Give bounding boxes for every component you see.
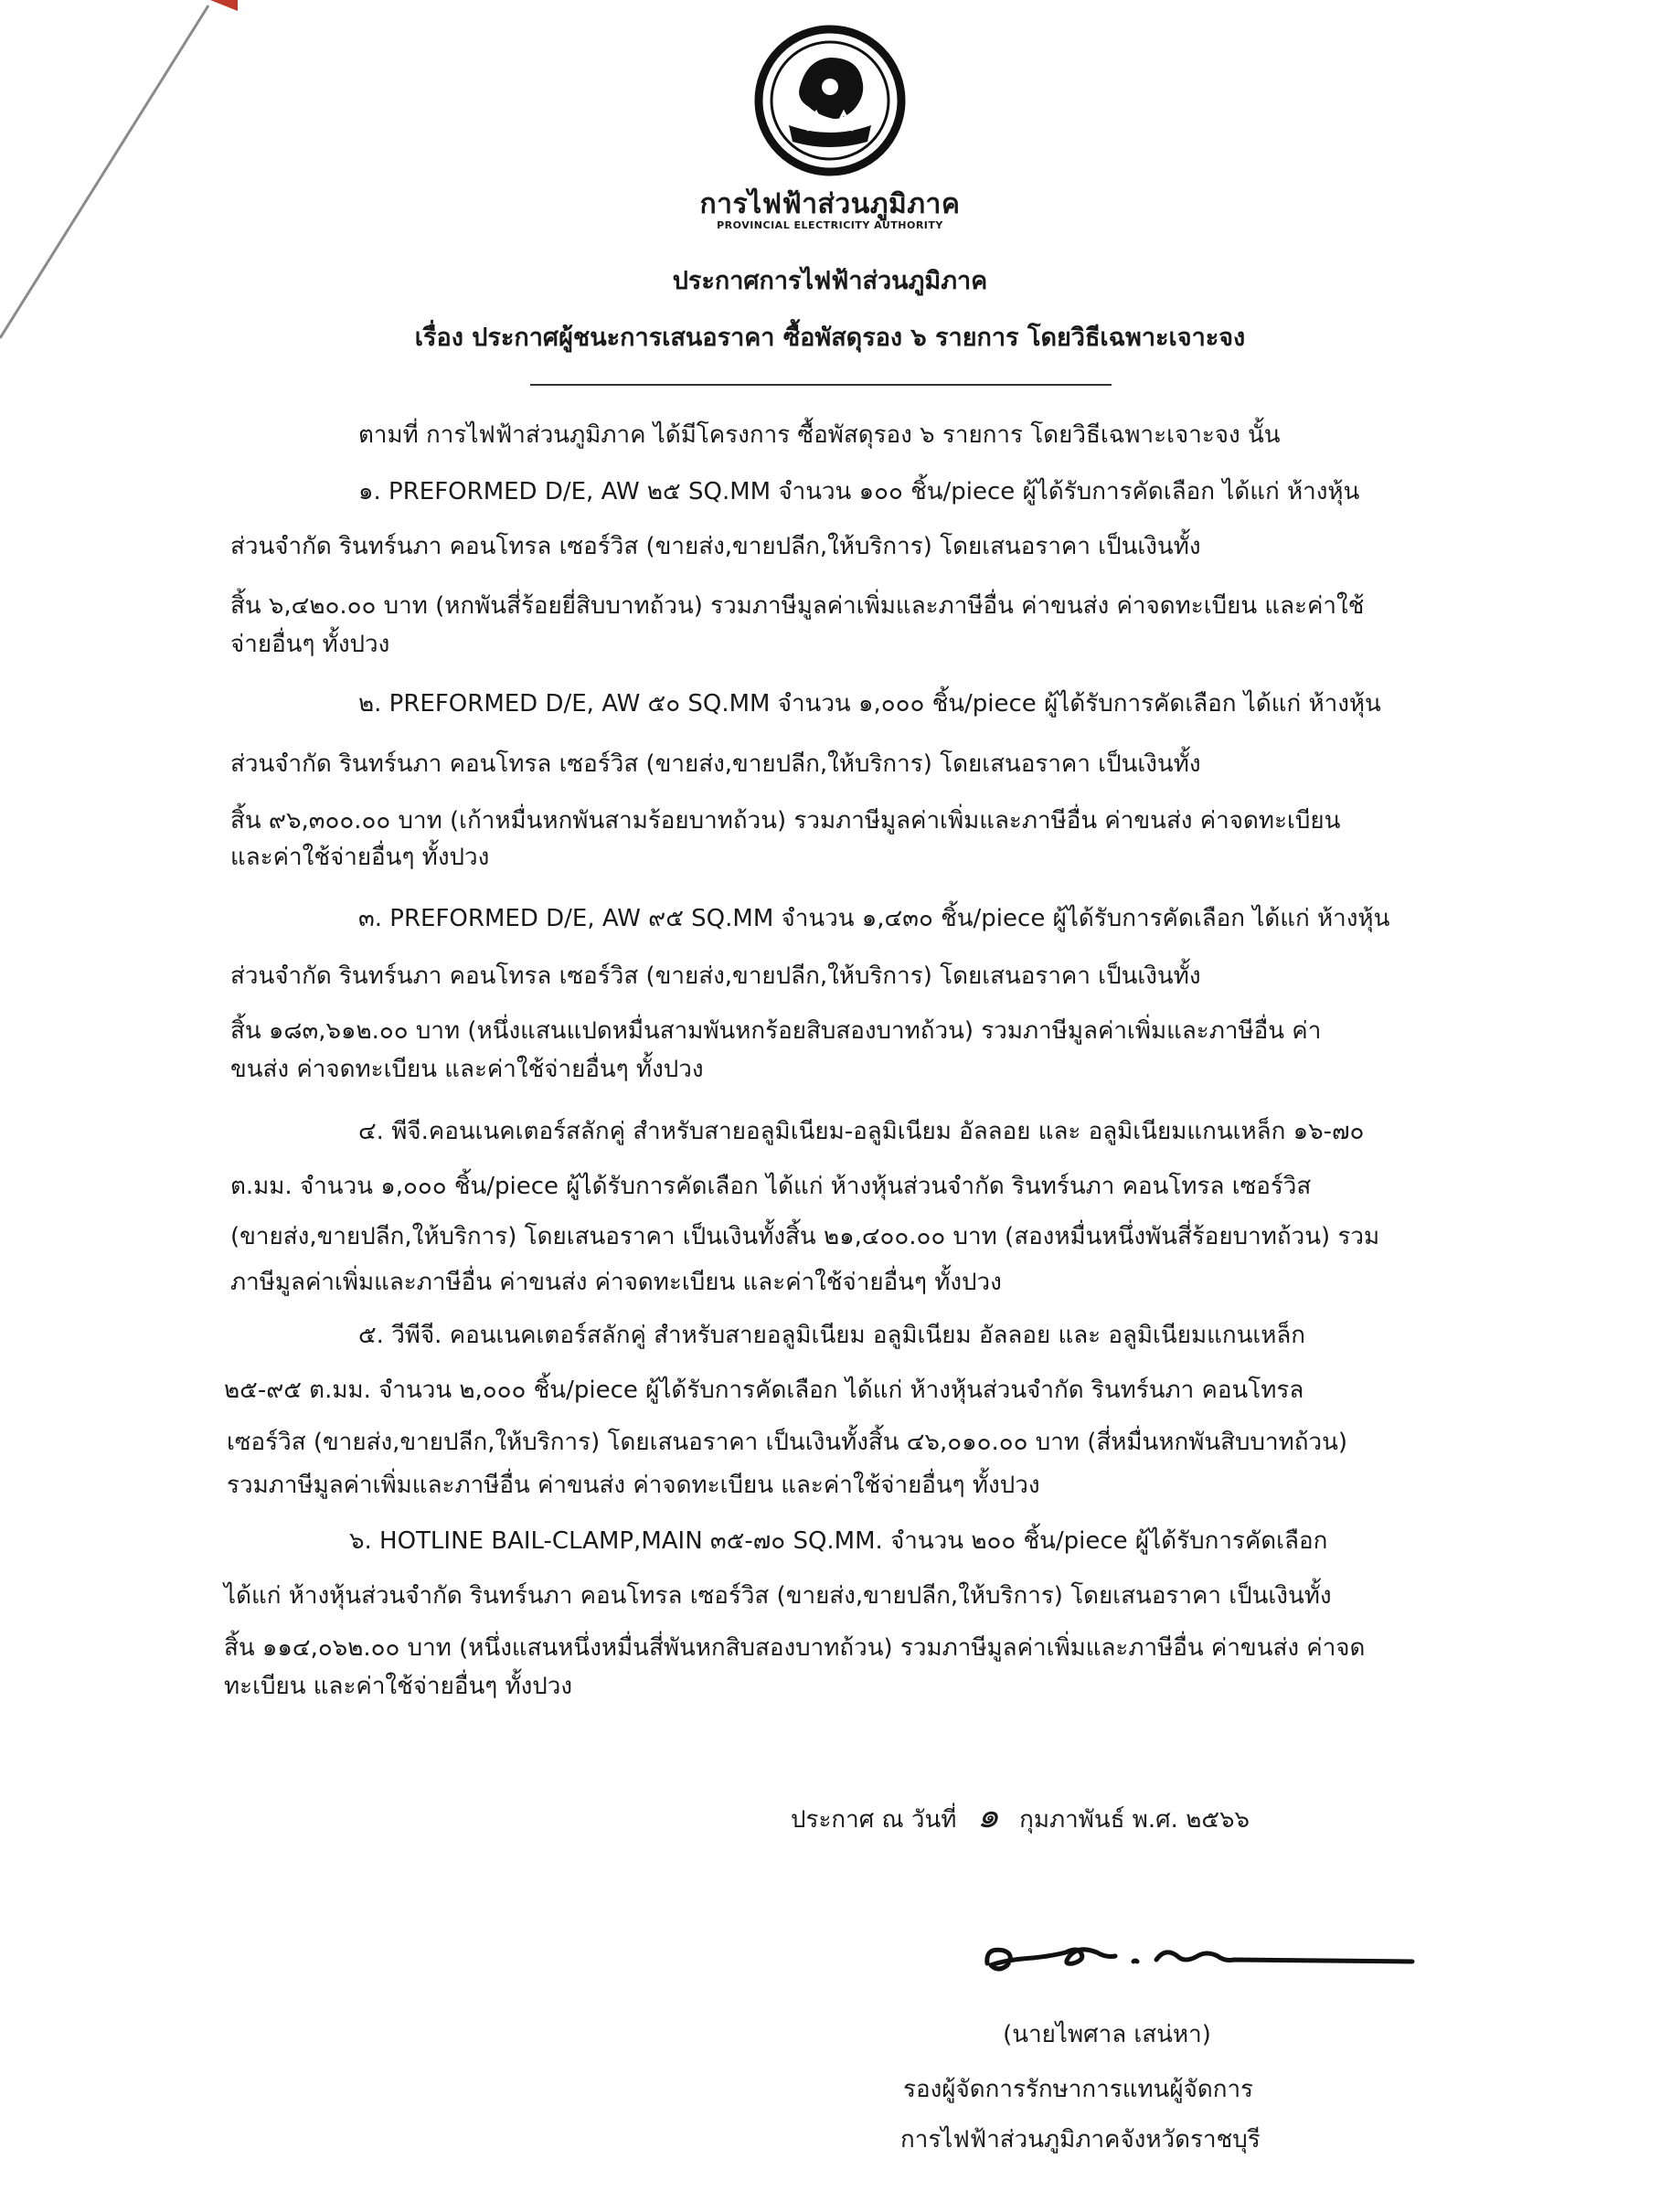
- item-1-line-2: ส่วนจำกัด รินทร์นภา คอนโทรล เซอร์วิส (ขายส่ง,ขายปลีก,ให้บริการ) โดยเสนอราคา เป็นเงินทั้ง: [230, 533, 1201, 560]
- item-4-line-3: (ขายส่ง,ขายปลีก,ให้บริการ) โดยเสนอราคา เป็นเงินทั้งสิ้น ๒๑,๔๐๐.๐๐ บาท (สองหมื่นหนึ่งพันสี่ร้อยบาทถ้วน) รวม: [230, 1223, 1380, 1250]
- item-1-line-4: จ่ายอื่นๆ ทั้งปวง: [230, 631, 390, 658]
- item-4-line-4: ภาษีมูลค่าเพิ่มและภาษีอื่น ค่าขนส่ง ค่าจดทะเบียน และค่าใช้จ่ายอื่นๆ ทั้งปวง: [230, 1269, 1002, 1296]
- item-3-line-4: ขนส่ง ค่าจดทะเบียน และค่าใช้จ่ายอื่นๆ ทั้งปวง: [230, 1056, 704, 1083]
- signatory-name: (นายไพศาล เสน่หา): [1003, 2021, 1211, 2048]
- item-2-line-4: และค่าใช้จ่ายอื่นๆ ทั้งปวง: [230, 844, 490, 871]
- org-name-english: PROVINCIAL ELECTRICITY AUTHORITY: [717, 219, 943, 231]
- item-3-line-1: ๓. PREFORMED D/E, AW ๙๕ SQ.MM จำนวน ๑,๔๓๐ ชิ้น/piece ผู้ได้รับการคัดเลือก ได้แก่ ห้างหุ้น: [358, 905, 1390, 932]
- item-6-line-3: สิ้น ๑๑๔,๐๖๒.๐๐ บาท (หนึ่งแสนหนึ่งหมื่นสี่พันหกสิบสองบาทถ้วน) รวมภาษีมูลค่าเพิ่มและภาษีอื่น ค่าขนส่ง ค่าจด: [224, 1634, 1366, 1662]
- item-2-line-2: ส่วนจำกัด รินทร์นภา คอนโทรล เซอร์วิส (ขายส่ง,ขายปลีก,ให้บริการ) โดยเสนอราคา เป็นเงินทั้ง: [230, 750, 1201, 778]
- signatory-office: การไฟฟ้าส่วนภูมิภาคจังหวัดราชบุรี: [900, 2126, 1261, 2154]
- announcement-date: [791, 1787, 1250, 1843]
- signatory-position: รองผู้จัดการรักษาการแทนผู้จัดการ: [903, 2076, 1254, 2103]
- announcement-subject: เรื่อง ประกาศผู้ชนะการเสนอราคา ซื้อพัสดุรอง ๖ รายการ โดยวิธีเฉพาะเจาะจง: [414, 324, 1246, 352]
- item-5-line-3: เซอร์วิส (ขายส่ง,ขายปลีก,ให้บริการ) โดยเสนอราคา เป็นเงินทั้งสิ้น ๔๖,๐๑๐.๐๐ บาท (สี่หมื่นหกพันสิบบาทถ้วน): [227, 1429, 1347, 1456]
- item-4-line-1: ๔. พีจี.คอนเนคเตอร์สลักคู่ สำหรับสายอลูมิเนียม-อลูมิเนียม อัลลอย และ อลูมิเนียมแกนเหล็ก ๑๖-๗๐: [358, 1118, 1365, 1145]
- item-5-line-1: ๕. วีพีจี. คอนเนคเตอร์สลักคู่ สำหรับสายอลูมิเนียม อลูมิเนียม อัลลอย และ อลูมิเนียมแกนเหล็ก: [358, 1322, 1306, 1349]
- item-4-line-2: ต.มม. จำนวน ๑,๐๐๐ ชิ้น/piece ผู้ได้รับการคัดเลือก ได้แก่ ห้างหุ้นส่วนจำกัด รินทร์นภา คอนโทรล เซอร์วิส: [230, 1173, 1312, 1200]
- org-name-thai: การไฟฟ้าส่วนภูมิภาค: [699, 188, 961, 220]
- item-6-line-1: ๖. HOTLINE BAIL-CLAMP,MAIN ๓๕-๗๐ SQ.MM. จำนวน ๒๐๐ ชิ้น/piece ผู้ได้รับการคัดเลือก: [349, 1527, 1328, 1555]
- item-1-line-1: ๑. PREFORMED D/E, AW ๒๕ SQ.MM จำนวน ๑๐๐ ชิ้น/piece ผู้ได้รับการคัดเลือก ได้แก่ ห้างหุ้น: [358, 478, 1360, 505]
- item-5-line-4: รวมภาษีมูลค่าเพิ่มและภาษีอื่น ค่าขนส่ง ค่าจดทะเบียน และค่าใช้จ่ายอื่นๆ ทั้งปวง: [227, 1472, 1040, 1499]
- item-2-line-3: สิ้น ๙๖,๓๐๐.๐๐ บาท (เก้าหมื่นหกพันสามร้อยบาทถ้วน) รวมภาษีมูลค่าเพิ่มและภาษีอื่น ค่าขนส่ง ค่าจดทะเบียน: [230, 807, 1341, 835]
- date-month-year: กุมภาพันธ์ พ.ศ. ๒๕๖๖: [1019, 1806, 1250, 1834]
- intro-paragraph: ตามที่ การไฟฟ้าส่วนภูมิภาค ได้มีโครงการ ซื้อพัสดุรอง ๖ รายการ โดยวิธีเฉพาะเจาะจง นั้น: [358, 421, 1281, 449]
- item-5-line-2: ๒๕-๙๕ ต.มม. จำนวน ๒,๐๐๐ ชิ้น/piece ผู้ได้รับการคัดเลือก ได้แก่ ห้างหุ้นส่วนจำกัด รินทร์นภา คอนโทรล: [224, 1377, 1304, 1404]
- signature-icon: [978, 1920, 1435, 2002]
- date-prefix: ประกาศ ณ วันที่: [791, 1806, 957, 1834]
- item-3-line-2: ส่วนจำกัด รินทร์นภา คอนโทรล เซอร์วิส (ขายส่ง,ขายปลีก,ให้บริการ) โดยเสนอราคา เป็นเงินทั้ง: [230, 962, 1201, 990]
- date-day-handwritten: ๑: [976, 1795, 999, 1835]
- item-6-line-4: ทะเบียน และค่าใช้จ่ายอื่นๆ ทั้งปวง: [224, 1673, 573, 1700]
- item-3-line-3: สิ้น ๑๘๓,๖๑๒.๐๐ บาท (หนึ่งแสนแปดหมื่นสามพันหกร้อยสิบสองบาทถ้วน) รวมภาษีมูลค่าเพิ่มและภาษีอื่น ค่า: [230, 1017, 1322, 1045]
- title-underline: [530, 384, 1112, 386]
- item-2-line-1: ๒. PREFORMED D/E, AW ๕๐ SQ.MM จำนวน ๑,๐๐๐ ชิ้น/piece ผู้ได้รับการคัดเลือก ได้แก่ ห้างหุ้น: [358, 690, 1381, 718]
- item-6-line-2: ได้แก่ ห้างหุ้นส่วนจำกัด รินทร์นภา คอนโทรล เซอร์วิส (ขายส่ง,ขายปลีก,ให้บริการ) โดยเสนอราคา เป็นเงินทั้ง: [224, 1582, 1332, 1610]
- pea-logo-icon: [752, 23, 908, 178]
- item-1-line-3: สิ้น ๖,๔๒๐.๐๐ บาท (หกพันสี่ร้อยยี่สิบบาทถ้วน) รวมภาษีมูลค่าเพิ่มและภาษีอื่น ค่าขนส่ง ค่าจดทะเบียน และค่าใช้: [230, 592, 1365, 620]
- announcement-title: ประกาศการไฟฟ้าส่วนภูมิภาค: [672, 267, 988, 295]
